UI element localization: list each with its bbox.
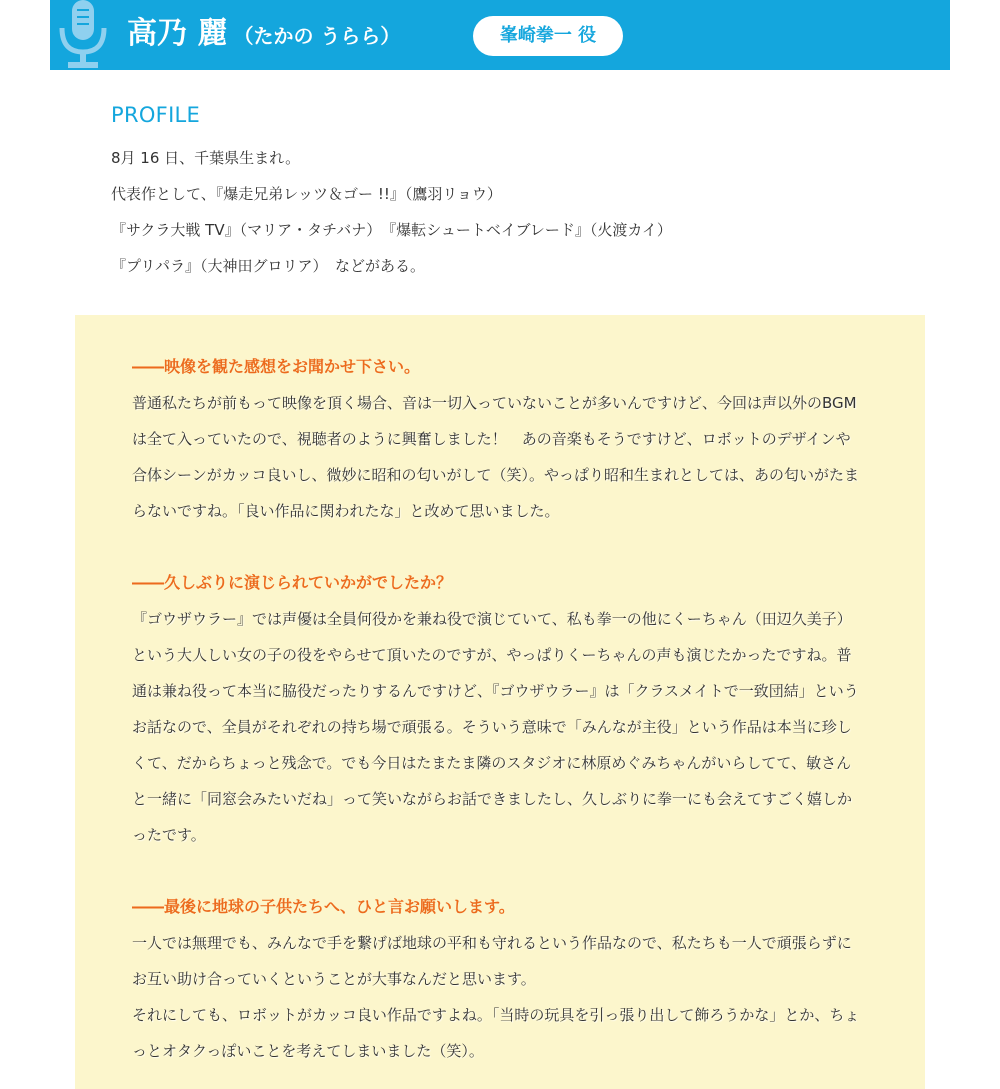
interview-question: ――映像を観た感想をお聞かせ下さい。	[132, 357, 421, 376]
interview-answer: それにしても、ロボットがカッコ良い作品ですよね。「当時の玩具を引っ張り出して飾ろうかな」とか、ちょっとオタクっぽいことを考えてしまいました（笑）。	[132, 1006, 860, 1060]
profile-text	[111, 140, 672, 284]
profile-line: 代表作として、『爆走兄弟レッツ＆ゴー !!』（鷹羽リョウ）	[111, 185, 502, 203]
cast-name	[127, 14, 400, 56]
role-badge: 峯崎拳一 役	[473, 16, 623, 56]
interview-panel	[75, 315, 925, 1089]
profile-heading: PROFILE	[111, 103, 201, 127]
cast-name-kanji: 高乃 麗	[127, 16, 228, 51]
microphone-icon	[58, 0, 110, 70]
interview-question: ――久しぶりに演じられていかがでしたか？	[132, 573, 453, 592]
interview-answer: 『ゴウザウラー』では声優は全員何役かを兼ね役で演じていて、私も拳一の他にくーちゃん（田辺久美子）という大人しい女の子の役をやらせて頂いたのですが、やっぱりくーちゃんの声も演じたかったですね。普通は兼ね役って本当に脇役だったりするんですけど、『ゴウザウラー』は「クラスメイトで一致団結」というお話なので、全員がそれぞれの持ち場で頑張る。そういう意味で「みんなが主役」という作品は本当に珍しくて、だからちょっと残念で。でも今日はたまたま隣のスタジオに林原めぐみちゃんがいらしてて、敏さんと一緒に「同窓会みたいだね」って笑いながらお話できましたし、久しぶりに拳一にも会えてすごく嬉しかったです。	[132, 610, 859, 844]
profile-line: 8月 16 日、千葉県生まれ。	[111, 149, 301, 167]
interview-answer: 一人では無理でも、みんなで手を繋げば地球の平和も守れるという作品なので、私たちも一人で頑張らずにお互い助け合っていくということが大事なんだと思います。	[132, 934, 852, 988]
profile-line: 『プリパラ』（大神田グロリア） などがある。	[111, 257, 425, 275]
interview-answer: 普通私たちが前もって映像を頂く場合、音は一切入っていないことが多いんですけど、今回は声以外のBGM は全て入っていたので、視聴者のように興奮しました！ あの音楽もそうですけど、ロボットのデザインや合体シーンがカッコ良いし、微妙に昭和の匂いがして（笑）。やっぱり昭和生まれとしては、あの匂いがたまらないですね。「良い作品に関われたな」と改めて思いました。	[132, 394, 860, 520]
cast-header	[50, 0, 950, 70]
interview-question: ――最後に地球の子供たちへ、ひと言お願いします。	[132, 897, 515, 916]
profile-line: 『サクラ大戦 TV』（マリア・タチバナ） 『爆転シュートベイブレード』（火渡カイ）	[111, 221, 672, 239]
cast-name-reading: （たかの うらら）	[233, 24, 401, 48]
